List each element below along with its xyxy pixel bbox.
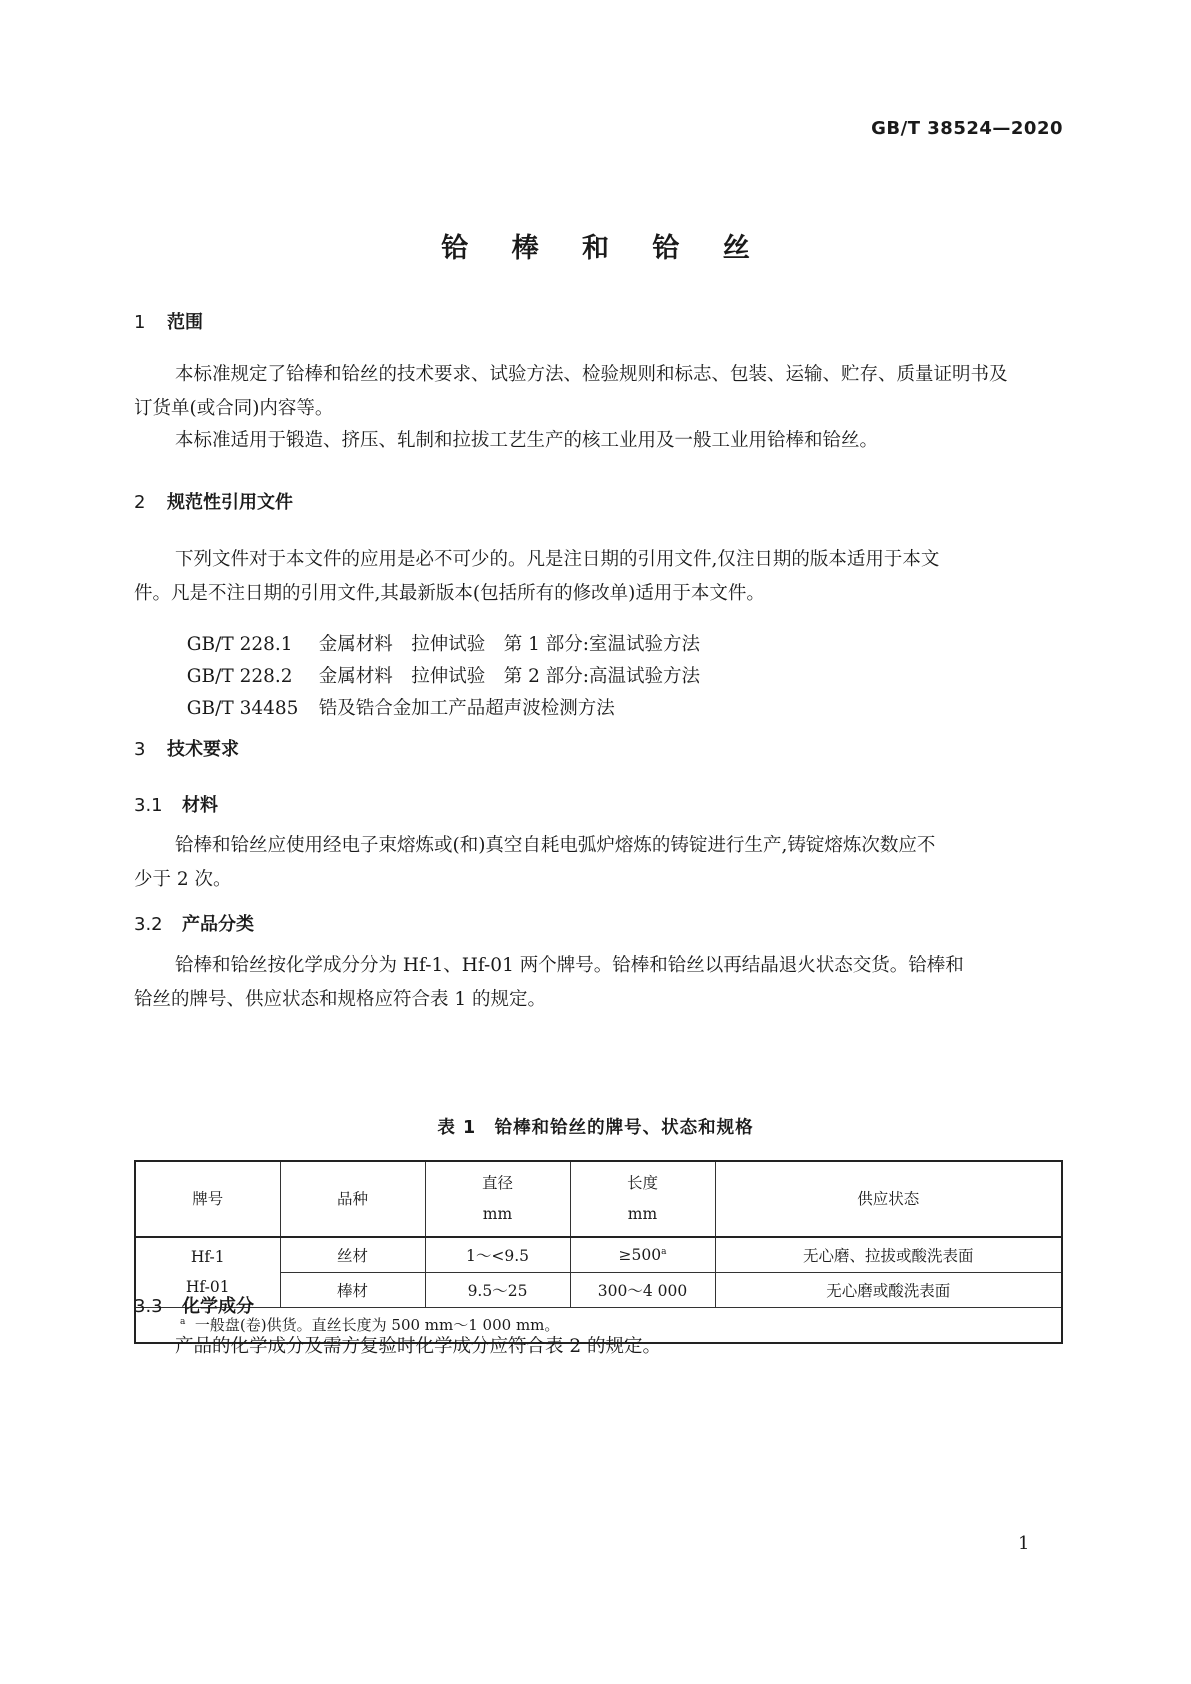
section-3-3-paragraph [134,1330,1062,1364]
header-grade: 牌号 [135,1161,280,1237]
section-number: 3 [134,739,146,760]
reference-code: GB/T 34485 [186,698,299,719]
section-title: 化学成分 [182,1296,254,1317]
section-number: 2 [134,492,146,513]
text-line: 本标准适用于锻造、挤压、轧制和拉拔工艺生产的核工业用及一般工业用铪棒和铪丝。 [175,430,879,451]
length-value: ≥500 [618,1245,662,1264]
header-length-label: 长度 [626,1174,658,1192]
text-line: 下列文件对于本文件的应用是必不可少的。凡是注日期的引用文件,仅注日期的版本适用于本文 [175,549,940,570]
text-line: 产品的化学成分及需方复验时化学成分应符合表 2 的规定。 [175,1336,662,1357]
text-line: 铪棒和铪丝按化学成分分为 Hf-1、Hf-01 两个牌号。铪棒和铪丝以再结晶退火状态交货。铪棒和 [175,955,964,976]
section-1-paragraph-1 [134,358,1062,426]
section-title: 材料 [182,795,218,816]
grade-hf-01: Hf-01 [185,1278,230,1297]
header-length-unit: mm [627,1205,658,1223]
text-line: 订货单(或合同)内容等。 [134,398,334,419]
section-3-2-paragraph [134,949,1062,1017]
section-number: 3.2 [134,914,163,935]
length-cell [570,1237,715,1272]
reference-title: 锆及锆合金加工产品超声波检测方法 [318,698,615,719]
table-header-row [135,1161,1062,1237]
length-cell: 300～4 000 [570,1272,715,1307]
reference-title: 金属材料 拉伸试验 第 2 部分:高温试验方法 [318,666,701,687]
table-row [135,1237,1062,1272]
document-title: 铪 棒 和 铪 丝 [441,233,767,264]
diameter-cell: 1～<9.5 [425,1237,570,1272]
variety-cell: 丝材 [280,1237,425,1272]
diameter-cell: 9.5～25 [425,1272,570,1307]
footnote-mark: a [661,1246,667,1257]
text-line: 本标准规定了铪棒和铪丝的技术要求、试验方法、检验规则和标志、包装、运输、贮存、质量证明书及 [175,364,1008,385]
reference-code: GB/T 228.1 [186,634,293,655]
section-title: 技术要求 [167,739,239,760]
footnote-text: 一般盘(卷)供货。直丝长度为 500 mm～1 000 mm。 [194,1316,560,1335]
section-title: 产品分类 [182,914,254,935]
header-variety: 品种 [280,1161,425,1237]
text-line: 件。凡是不注日期的引用文件,其最新版本(包括所有的修改单)适用于本文件。 [134,583,765,604]
section-title: 规范性引用文件 [167,492,293,513]
grade-hf-1: Hf-1 [190,1248,225,1267]
section-1-paragraph-2 [134,424,1062,458]
header-length [570,1161,715,1237]
section-number: 1 [134,312,146,333]
header-supply-state: 供应状态 [715,1161,1062,1237]
text-line: 少于 2 次。 [134,869,232,890]
text-line: 铪丝的牌号、供应状态和规格应符合表 1 的规定。 [134,989,547,1010]
header-diameter-label: 直径 [481,1174,513,1192]
section-1-heading [134,308,203,334]
section-3-2-heading [134,910,254,936]
section-number: 3.3 [134,1296,163,1317]
page-number: 1 [1018,1533,1030,1554]
table-1 [134,1160,1063,1344]
section-3-1-paragraph [134,829,1062,897]
section-title: 范围 [167,312,203,333]
standard-code: GB/T 38524—2020 [871,118,1063,139]
supply-state-cell: 无心磨、拉拔或酸洗表面 [715,1237,1062,1272]
footnote-mark: a [180,1317,186,1328]
header-diameter-unit: mm [482,1205,513,1223]
text-line: 铪棒和铪丝应使用经电子束熔炼或(和)真空自耗电弧炉熔炼的铸锭进行生产,铸锭熔炼次数应不 [175,835,936,856]
section-2-paragraph [134,543,1062,611]
section-2-heading [134,488,293,514]
header-diameter [425,1161,570,1237]
section-3-heading [134,735,239,761]
reference-title: 金属材料 拉伸试验 第 1 部分:室温试验方法 [318,634,701,655]
section-3-1-heading [134,791,218,817]
normative-reference [175,673,615,720]
section-3-3-heading [134,1292,254,1318]
reference-code: GB/T 228.2 [186,666,293,687]
variety-cell: 棒材 [280,1272,425,1307]
supply-state-cell: 无心磨或酸洗表面 [715,1272,1062,1307]
table-1-caption: 表 1 铪棒和铪丝的牌号、状态和规格 [437,1118,754,1138]
section-number: 3.1 [134,795,163,816]
